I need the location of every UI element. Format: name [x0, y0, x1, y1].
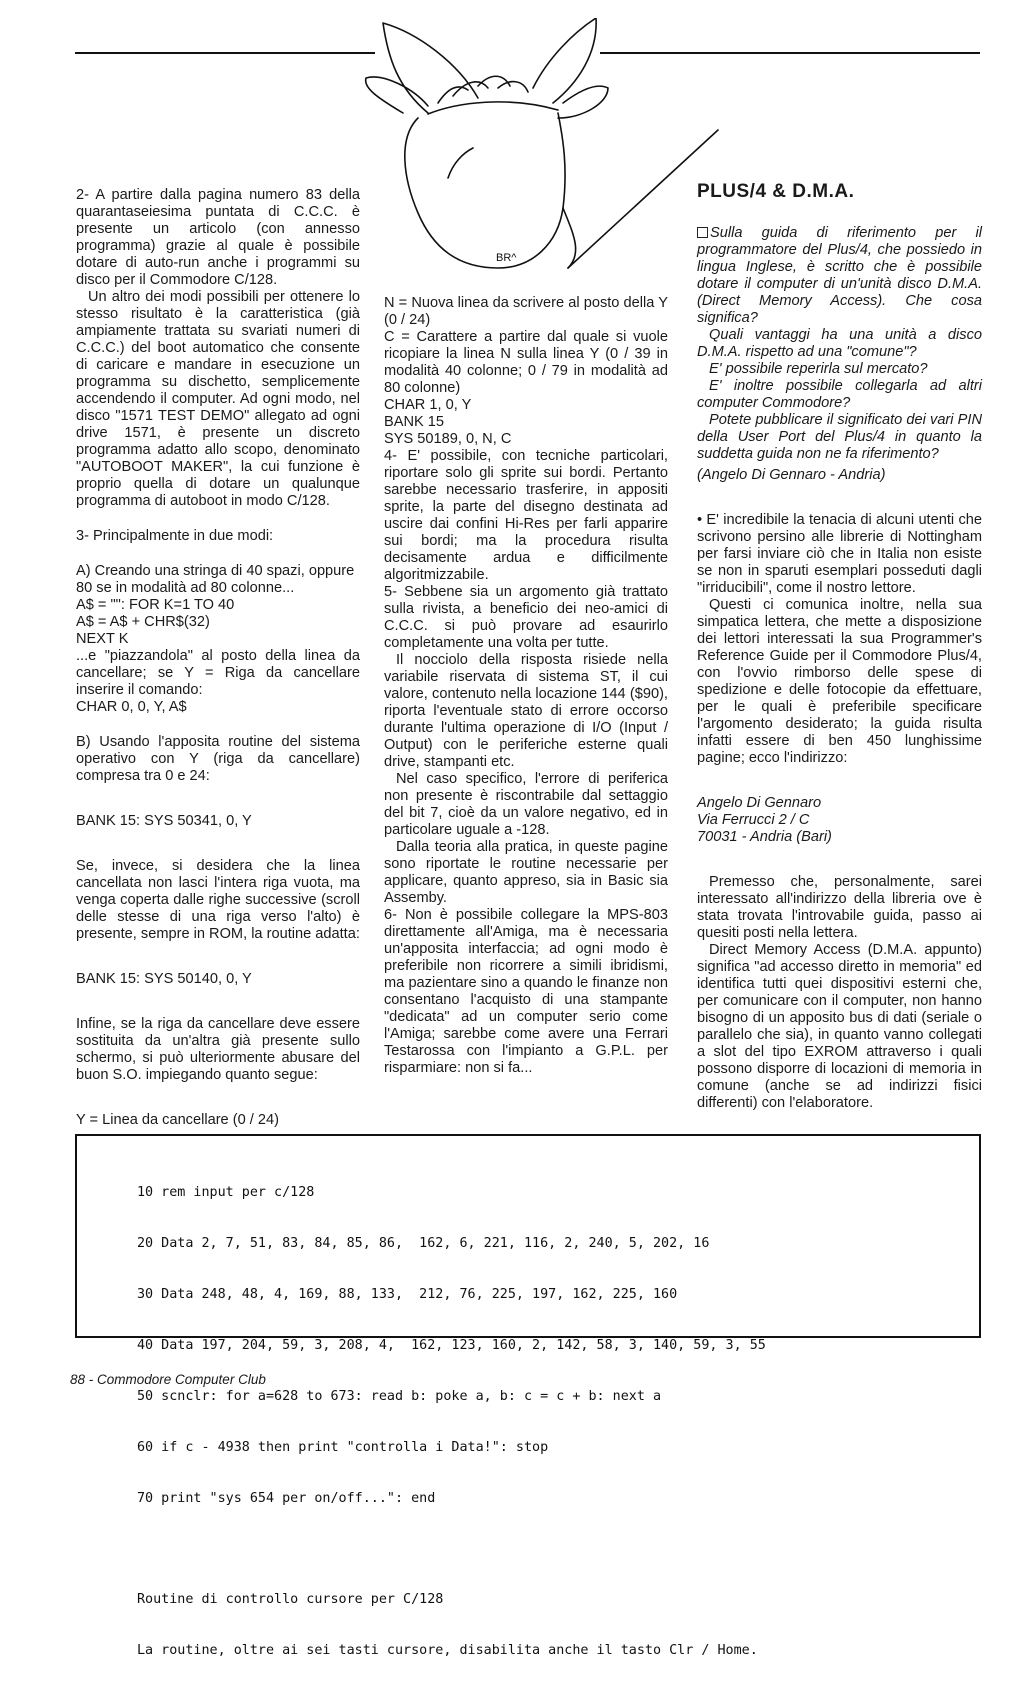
paragraph: B) Usando l'apposita routine del sistema operativo con Y (riga da cancellare) compresa tra 0 e 24:: [76, 734, 360, 784]
top-rule-left: [75, 52, 375, 54]
code-line: BANK 15: SYS 50341, 0, Y: [76, 813, 252, 829]
question-paragraph: [697, 225, 982, 327]
code-line: SYS 50189, 0, N, C: [384, 431, 512, 447]
paragraph: A) Creando una stringa di 40 spazi, oppure 80 se in modalità ad 80 colonne...: [76, 563, 355, 596]
checkbox-square-icon: [697, 227, 708, 238]
code-line: A$ = A$ + CHR$(32): [76, 614, 210, 630]
paragraph: Se, invece, si desidera che la linea cancellata non lasci l'intera riga vuota, ma venga coperta dalle righe successive (scroll delle stesse di una riga verso l'alto) è presente, sempre in ROM, la routine adatta:: [76, 858, 360, 942]
address-line: Angelo Di Gennaro: [697, 795, 822, 811]
paragraph: Un altro dei modi possibili per ottenere lo stesso risultato è la caratteristica (già ampiamente trattata su svariati numeri di C.C.C.) del boot automatico che consente di caricare e mandare in esecuzione un programma su dischetto, semplicemente accendendo il computer. Ad ogni modo, nel disco "1571 TEST DEMO" allegato ad ogni drive 1571, è presente un discreto programma adatto allo scopo, denominato "AUTOBOOT MAKER", la cui funzione è proprio quella di dotare un qualunque programma di autoboot in modo C/128.: [76, 289, 360, 509]
question-author: (Angelo Di Gennaro - Andria): [697, 467, 886, 483]
paragraph: N = Nuova linea da scrivere al posto della Y (0 / 24): [384, 295, 668, 328]
cartoon-illustration: [358, 18, 728, 288]
answer-paragraph: Direct Memory Access (D.M.A. appunto) significa "ad accesso diretto in memoria" ed identifica tutti quei dispositivi esterni che, per comunicare con il computer, non hanno bisogno di un apposito bus di dati (seriale o parallelo che sia), in quanto vanno collegati a slot del tipo EXROM attraverso i quali possono disporre di locazioni di memoria in comune (anche se ad indirizzi fisici differenti) con l'elaboratore.: [697, 942, 982, 1111]
paragraph: 3- Principalmente in due modi:: [76, 528, 274, 544]
question-paragraph: Quali vantaggi ha una unità a disco D.M.A. rispetto ad una "comune"?: [697, 327, 982, 360]
paragraph: 2- A partire dalla pagina numero 83 della quarantaseiesima puntata di C.C.C. è presente un articolo (con annesso programma) grazie al quale è possibile dotare di auto-run anche i programmi su disco per il Commodore C/128.: [76, 187, 360, 288]
code-line: CHAR 1, 0, Y: [384, 397, 472, 413]
page-footer: 88 - Commodore Computer Club: [70, 1372, 266, 1387]
question-paragraph: E' possibile reperirla sul mercato?: [709, 361, 928, 377]
question-paragraph: E' inoltre possibile collegarla ad altri computer Commodore?: [697, 378, 982, 411]
listing-line: 60 if c - 4938 then print "controlla i Data!": stop: [137, 1440, 549, 1455]
listing-caption: Routine di controllo cursore per C/128: [137, 1592, 444, 1607]
paragraph: Nel caso specifico, l'errore di periferica non presente è riscontrabile dal settaggio del bit 7, cioè da un valore negativo, ed in particolare uguale a -128.: [384, 771, 668, 838]
code-line: CHAR 0, 0, Y, A$: [76, 699, 187, 715]
column-2: [384, 295, 668, 1077]
question-text: Sulla guida di riferimento per il programmatore del Plus/4, che possiedo in lingua Inglese, è scritto che è possibile dotare il computer di un'unità disco D.M.A. (Direct Memory Access). Che cosa significa?: [697, 225, 982, 326]
paragraph: Il nocciolo della risposta risiede nella variabile riservata di sistema ST, il cui valore, contenuto nella locazione 144 ($90), riporta l'eventuale stato di errore occorso durante l'ultima operazione di I/O (Input / Output) con le periferiche esterne quali drive, stampanti etc.: [384, 652, 668, 770]
paragraph: Infine, se la riga da cancellare deve essere sostituita da un'altra già presente sullo schermo, si può ulteriormente abusare del buon S.O. impiegando quanto segue:: [76, 1016, 360, 1083]
listing-line: 20 Data 2, 7, 51, 83, 84, 85, 86, 162, 6, 221, 116, 2, 240, 5, 202, 16: [137, 1236, 710, 1251]
code-line: A$ = "": FOR K=1 TO 40: [76, 597, 235, 613]
code-line: NEXT K: [76, 631, 129, 647]
address-line: Via Ferrucci 2 / C: [697, 812, 810, 828]
answer-paragraph: Premesso che, personalmente, sarei interessato all'indirizzo della libreria ove è stata trovata l'introvabile guida, passo ai quesiti posti nella lettera.: [697, 874, 982, 941]
answer-paragraph: • E' incredibile la tenacia di alcuni utenti che scrivono persino alle librerie di Nottingham per farsi inviare ciò che in Italia non esiste se non in sparuti esemplari posseduti dagli "irriducibili", come il nostro lettore.: [697, 512, 982, 596]
cartoon-signature: BR^: [496, 252, 517, 264]
question-paragraph: Potete pubblicare il significato dei vari PIN della User Port del Plus/4 in quanto la suddetta guida non ne fa riferimento?: [697, 412, 982, 462]
code-line: BANK 15: SYS 50140, 0, Y: [76, 971, 252, 987]
paragraph: 6- Non è possibile collegare la MPS-803 direttamente all'Amiga, ma è necessaria un'apposita interfaccia; ad ogni modo è preferibile non ricorrere a simili ibridismi, ma pazientare sino a quando le finanze non consentano l'acquisto di una stampante "dedicata" ad un computer serio come l'Amiga; sarebbe come avere una Ferrari Testarossa con l'impianto a G.P.L. per risparmiare: non si fa...: [384, 907, 668, 1076]
column-3: [697, 225, 982, 1112]
listing-line: 50 scnclr: for a=628 to 673: read b: poke a, b: c = c + b: next a: [137, 1389, 662, 1404]
paragraph: ...e "piazzandola" al posto della linea da cancellare; se Y = Riga da cancellare inserire il comando:: [76, 648, 360, 698]
paragraph: C = Carattere a partire dal quale si vuole ricopiare la linea N sulla linea Y (0 / 39 in modalità 40 colonne; 0 / 79 in modalità ad 80 colonne): [384, 329, 668, 396]
listing-line: 30 Data 248, 48, 4, 169, 88, 133, 212, 76, 225, 197, 162, 225, 160: [137, 1287, 678, 1302]
address-line: 70031 - Andria (Bari): [697, 829, 832, 845]
listing-line: 70 print "sys 654 per on/off...": end: [137, 1491, 436, 1506]
address-block: [697, 795, 982, 846]
answer-paragraph: Questi ci comunica inoltre, nella sua simpatica lettera, che mette a disposizione dei lettori interessati la sua Programmer's Reference Guide per il Commodore Plus/4, con l'ovvio rimborso delle spese di spedizione e delle fotocopie da effettuare, per le quali è preferibile specificare l'argomento desiderato; la guida risulta infatti essere di ben 450 lunghissime pagine; ecco l'indirizzo:: [697, 597, 982, 766]
listing-line: 40 Data 197, 204, 59, 3, 208, 4, 162, 123, 160, 2, 142, 58, 3, 140, 59, 3, 55: [137, 1338, 766, 1353]
listing-line: 10 rem input per c/128: [137, 1185, 315, 1200]
paragraph: 5- Sebbene sia un argomento già trattato sulla rivista, a beneficio dei neo-amici di C.C.C. si può provare ad esaurirlo completamente una volta per tutte.: [384, 584, 668, 651]
section-title: PLUS/4 & D.M.A.: [697, 181, 855, 202]
listing-caption: La routine, oltre ai sei tasti cursore, disabilita anche il tasto Clr / Home.: [137, 1643, 758, 1658]
code-line: BANK 15: [384, 414, 445, 430]
paragraph: 4- E' possibile, con tecniche particolari, riportare solo gli sprite sui bordi. Pertanto sarebbe necessario trasferire, in appositi sprite, la parte del disegno destinata ad uscire dai confini Hi-Res per farli apparire sui bordi; ma la procedura risulta decisamente ardua e difficilmente algoritmizzabile.: [384, 448, 668, 583]
paragraph: Dalla teoria alla pratica, in queste pagine sono riportate le routine necessarie per applicare, quanto appreso, sia in Basic sia Assemby.: [384, 839, 668, 906]
column-1: [76, 187, 360, 1129]
program-listing: [137, 1150, 977, 1693]
paragraph: Y = Linea da cancellare (0 / 24): [76, 1112, 279, 1128]
